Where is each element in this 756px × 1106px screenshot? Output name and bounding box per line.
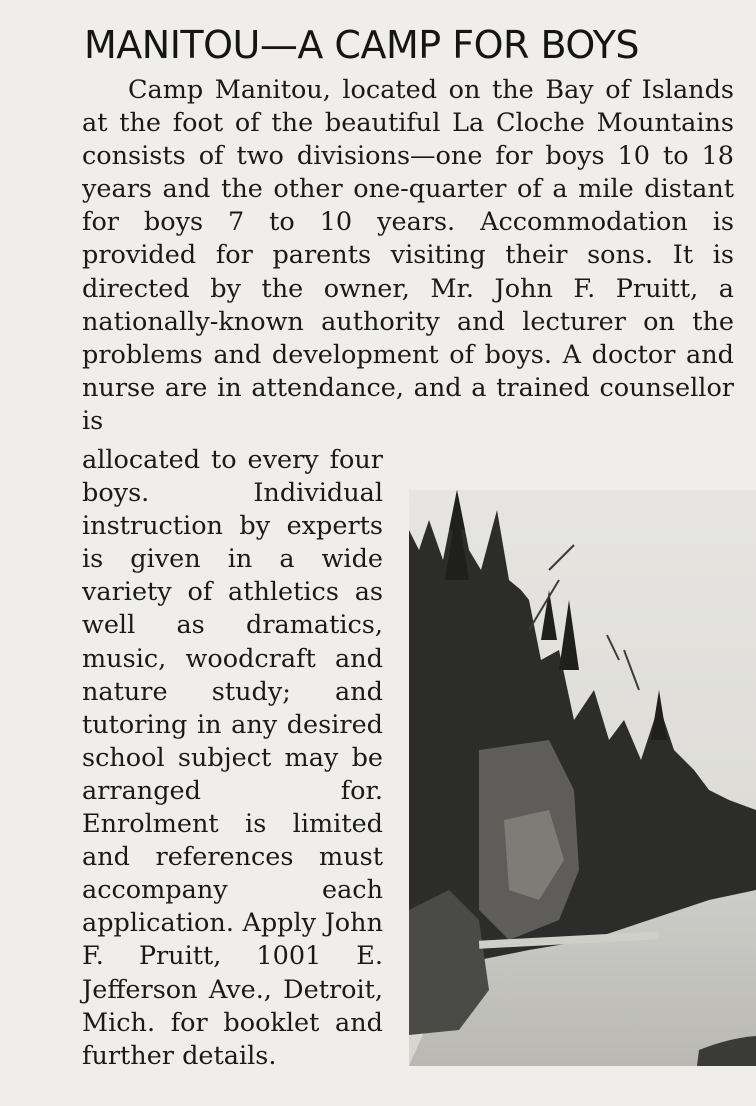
article-title: MANITOU—A CAMP FOR BOYS [84, 23, 640, 67]
article-body-full-width [82, 74, 734, 438]
shoreline-illustration [409, 490, 756, 1066]
camp-shoreline-photo [409, 490, 756, 1066]
article-body-text: Camp Manitou, located on the Bay of Islands at the foot of the beautiful La Cloche Mountains consists of two divisions—one for boys 10 to 18 years and the other one-quarter of a mile distant for boys 7 to 10 years. Accommodation is provided for parents visiting their sons. It is directed by the owner, Mr. John F. Pruitt, a nationally-known authority and lecturer on the problems and development of boys. A doctor and nurse are in attendance, and a trained counsellor is [82, 75, 734, 436]
article-body-narrow-column: allocated to every four boys. Individual instruction by experts is given in a wide variety of athletics as well as dramatics, music, woodcraft and nature study; and tutoring in any desired school subject may be arranged for. Enrolment is limited and references must accompany each application. Apply John F. Pruitt, 1001 E. Jefferson Ave., Detroit, Mich. for booklet and further details. [82, 445, 383, 1071]
